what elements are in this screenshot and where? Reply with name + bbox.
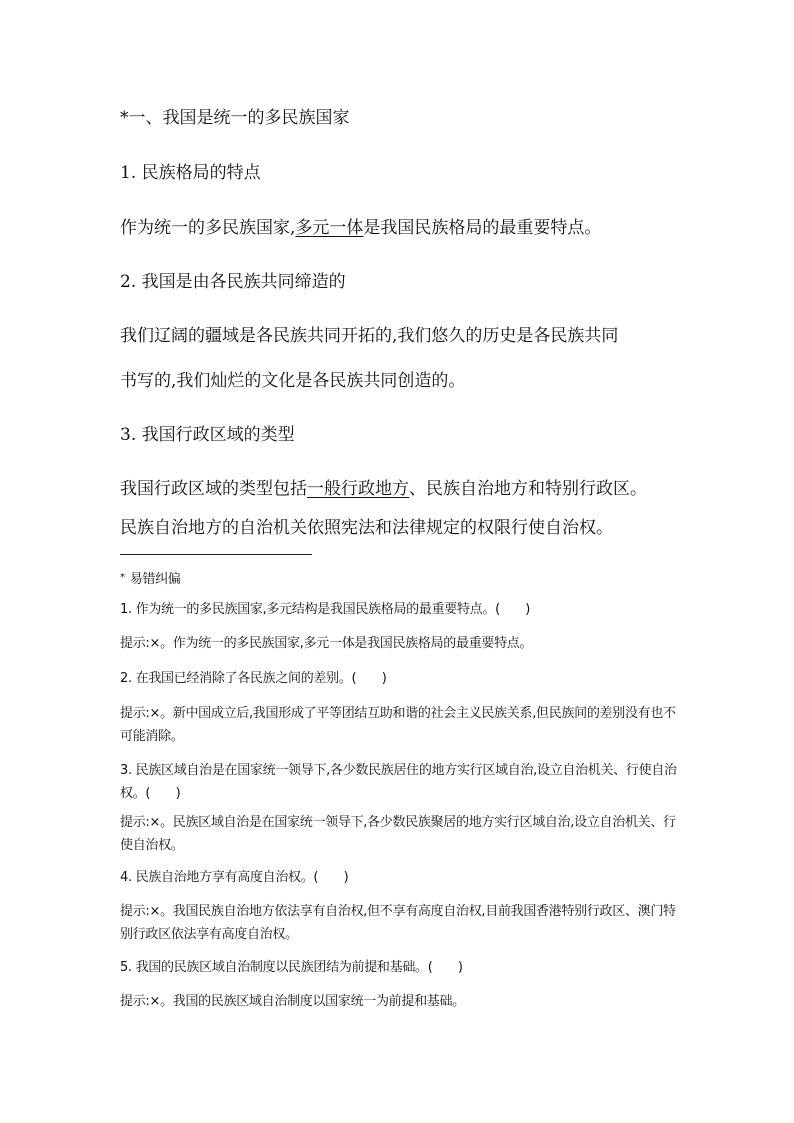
question-4: 4. 民族自治地方享有高度自治权。( ) <box>120 870 349 885</box>
question-2: 2. 在我国已经消除了各民族之间的差别。( ) <box>120 671 387 686</box>
underlined-term: 多元一体 <box>295 218 364 238</box>
subheading-1: 1. 民族格局的特点 <box>120 163 261 183</box>
subheading-2: 2. 我国是由各民族共同缔造的 <box>120 272 346 292</box>
question-5: 5. 我国的民族区域自治制度以民族团结为前提和基础。( ) <box>120 960 463 975</box>
section-heading: *一、我国是统一的多民族国家 <box>120 108 350 128</box>
answer-1: 提示:×。作为统一的多民族国家,多元一体是我国民族格局的最重要特点。 <box>120 636 533 651</box>
paragraph-2-line-2: 书写的,我们灿烂的文化是各民族共同创造的。 <box>120 371 466 391</box>
answer-5: 提示:×。我国的民族区域自治制度以国家统一为前提和基础。 <box>120 994 465 1009</box>
answer-3: 提示:×。民族区域自治是在国家统一领导下,各少数民族聚居的地方实行区域自治,设立自治机关、行使自治权。 <box>120 815 676 853</box>
paragraph-3-line-1: 我国行政区域的类型包括一般行政地方、民族自治地方和特别行政区。 <box>120 479 647 499</box>
paragraph-3-line-2: 民族自治地方的自治机关依照宪法和法律规定的权限行使自治权。 <box>120 518 613 538</box>
paragraph-2-line-1: 我们辽阔的疆域是各民族共同开拓的,我们悠久的历史是各民族共同 <box>120 326 619 346</box>
question-3: 3. 民族区域自治是在国家统一领导下,各少数民族居住的地方实行区域自治,设立自治机关、行使自治权。( ) <box>120 763 677 801</box>
footnote-marker: * <box>120 108 129 128</box>
underlined-term: 一般行政地方 <box>307 479 409 499</box>
footnote-divider <box>120 554 312 555</box>
subheading-3: 3. 我国行政区域的类型 <box>120 425 295 445</box>
answer-4: 提示:×。我国民族自治地方依法享有自治权,但不享有高度自治权,目前我国香港特别行政区、澳门特别行政区依法享有高度自治权。 <box>120 904 676 942</box>
question-1: 1. 作为统一的多民族国家,多元结构是我国民族格局的最重要特点。( ) <box>120 602 531 617</box>
footnote-title: * 易错纠偏 <box>120 572 181 587</box>
answer-2: 提示:×。新中国成立后,我国形成了平等团结互助和谐的社会主义民族关系,但民族间的差别没有也不可能消除。 <box>120 706 676 744</box>
paragraph-1: 作为统一的多民族国家,多元一体是我国民族格局的最重要特点。 <box>120 218 602 238</box>
